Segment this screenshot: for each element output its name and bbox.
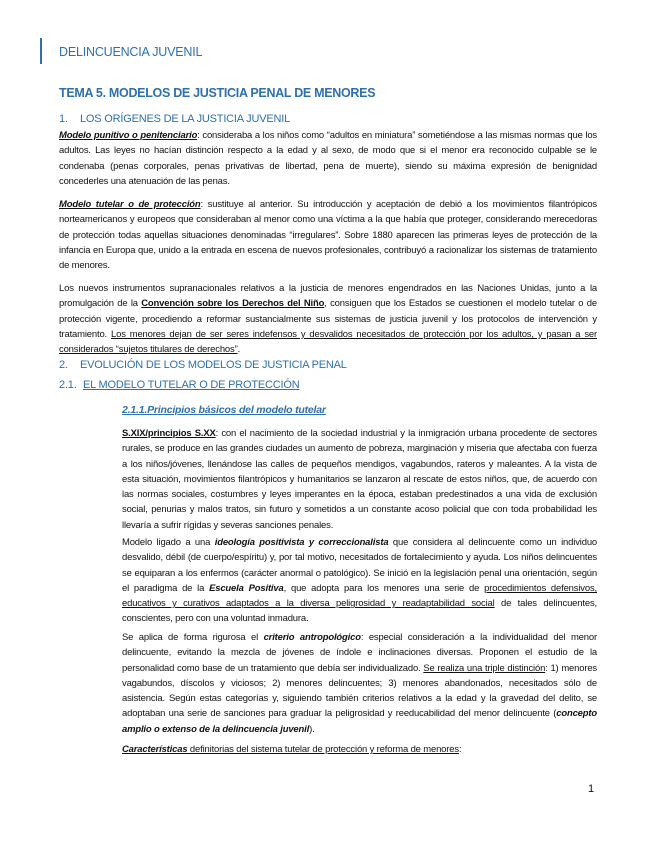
paragraph-text: , que adopta para los menores una serie de: [283, 582, 485, 594]
section-2-heading: [59, 359, 347, 371]
term-modelo-tutelar: Modelo tutelar o de protección: [59, 199, 201, 210]
paragraph-modelo-punitivo: [59, 128, 597, 189]
ideologia-positivista: ideología positivista y correccionalista: [214, 537, 389, 548]
paragraph-text: : sustituye al anterior. Su introducción y aceptación de debió a los movimientos filantrópicos norteamericanos y europeos que consideraban al menor como una víctima a la que había que proteger, considerando merecedoras de protección todas aquellas situaciones denominadas “irregulares”. Sobre 1880 aparecen las primeras leyes de protección de la infancia en Europa que, unido a la entrada en escena de nuevos profesionales, contribuyó a racionalizar los sistemas de tratamiento de menores.: [59, 199, 597, 272]
paragraph-text: .: [237, 344, 241, 356]
section-1-title: LOS ORÍGENES DE LA JUSTICIA JUVENIL: [80, 113, 291, 125]
paragraph-text: : consideraba a los niños como “adultos en miniatura” sometiéndose a las mismas normas que los adultos. Las leyes no hacían distinción respecto a la edad y al sexo, de modo que si el menor era reconocido culpable se le condenaba (penas corporales, penas privativas de libertad, pena de muerte), siendo su máxima expresión de benignidad concederles una atenuación de las penas.: [59, 130, 597, 187]
paragraph-text: , consiguen que los Estados se cuestionen el modelo tutelar o de protección vigente, procediendo a reformar sustancialmente sus sistemas de justicia juvenil y los protocolos de intervención y tratamiento.: [59, 298, 597, 340]
term-sxix: S.XIX/principios S.XX: [122, 428, 216, 439]
section-2-1-title: EL MODELO TUTELAR O DE PROTECCIÓN: [83, 379, 300, 391]
header-title: DELINCUENCIA JUVENIL: [59, 45, 203, 59]
paragraph-text: Modelo ligado a una: [122, 537, 215, 548]
caracteristicas-text: definitorias del sistema tutelar de protección y reforma de menores: [187, 744, 459, 755]
tema-title: TEMA 5. MODELOS DE JUSTICIA PENAL DE MENORES: [59, 86, 376, 100]
term-caracteristicas: Características: [122, 744, 188, 755]
term-modelo-punitivo: Modelo punitivo o penitenciario: [59, 130, 198, 141]
underlined-statement: Los menores dejan de ser seres indefensos y desvalidos necesitados de protección por los adultos, y pasan a ser considerados “sujetos titulares de derechos”: [59, 328, 597, 356]
page-number: 1: [588, 783, 595, 795]
paragraph-criterio-antropologico: [122, 630, 597, 737]
criterio-antropologico: criterio antropológico: [263, 632, 361, 643]
paragraph-text: : especial consideración a la individualidad del menor delincuente, evitando la mezcla de jóvenes de índole e inclinaciones diversas. Proponen el estudio de la personalidad como base de un tratamiento que debía ser individualizado.: [122, 632, 597, 674]
paragraph-text: : 1) menores vagabundos, díscolos y viciosos; 2) menores delincuentes; 3) menores abandonados, necesitados sólo de asistencia. Según estas categorías y, siguiendo también criterios relativos a la edad y la gravedad del delito, se adoptaban una serie de sanciones para graduar la peligrosidad y reeducabilidad del menor delincuente (: [122, 662, 597, 720]
section-2-1-number: 2.1.: [59, 379, 77, 391]
paragraph-text: Se aplica de forma rigurosa el: [122, 632, 264, 643]
paragraph-text: que considera al delincuente como un individuo desvalido, débil (de cuerpo/espíritu) y, por tal motivo, necesitados de fortalecimiento y ayuda. Los niños delincuentes se equiparan a los enfermos (carácter anormal o patológico). Se inició en la legislación penal una orientación, según el paradigma de la: [122, 537, 598, 594]
concepto-amplio: concepto amplio o extenso de la delincuencia juvenil: [122, 708, 597, 735]
paragraph-text: : con el nacimiento de la sociedad industrial y la inmigración urbana procedente de sectores rurales, se produce en las grandes ciudades un aumento de pobreza, marginación y miseria que afectaba con fuerza a los niños/jóvenes, llenándose las calles de pequeños mendigos, vagabundos, rateros y maleantes. A la vista de esta situación, movimientos filantrópicos y humanitarios se lanzaron al rescate de estos niños, que, de acuerdo con las normas sociales, costumbres y leyes imperantes en la época, estaban predestinados a una vida de exclusión social, penurias y malos tratos, sin futuro y sometidos a un constante acoso policial que con toda probabilidad les llevaría a sufrir rígidas y severas sanciones penales.: [122, 428, 597, 531]
paragraph-text: ).: [309, 723, 315, 735]
convencion-derechos-nino: Convención sobre los Derechos del Niño: [141, 298, 325, 310]
section-1-number: 1.: [59, 113, 68, 125]
procedimientos-defensivos: procedimientos defensivos, educativos y curativos adaptados a la diversa peligrosidad y readaptabilidad social: [122, 582, 598, 610]
escuela-positiva: Escuela Positiva: [209, 582, 284, 594]
section-2-1-heading: [59, 379, 300, 391]
section-2-1-1-heading: 2.1.1.Principios básicos del modelo tutelar: [122, 404, 326, 416]
triple-distincion: Se realiza una triple distinción: [423, 662, 546, 674]
paragraph-caracteristicas: [122, 742, 597, 757]
paragraph-text: :: [458, 744, 462, 755]
section-2-number: 2.: [59, 359, 68, 371]
paragraph-text: de tales delincuentes, conscientes, pero con una voluntad inmadura.: [122, 598, 597, 625]
paragraph-sxix: [122, 426, 597, 533]
paragraph-text: Los nuevos instrumentos supranacionales relativos a la justicia de menores engendrados en las Naciones Unidas, junto a la promulgación de la: [59, 283, 597, 310]
section-1-heading: [59, 113, 290, 125]
header-accent-bar: [40, 38, 42, 64]
paragraph-instrumentos-supranacionales: [59, 281, 597, 357]
paragraph-ideologia-positivista: [122, 535, 597, 627]
paragraph-modelo-tutelar: [59, 197, 597, 273]
section-2-title: EVOLUCIÓN DE LOS MODELOS DE JUSTICIA PENAL: [80, 359, 347, 371]
